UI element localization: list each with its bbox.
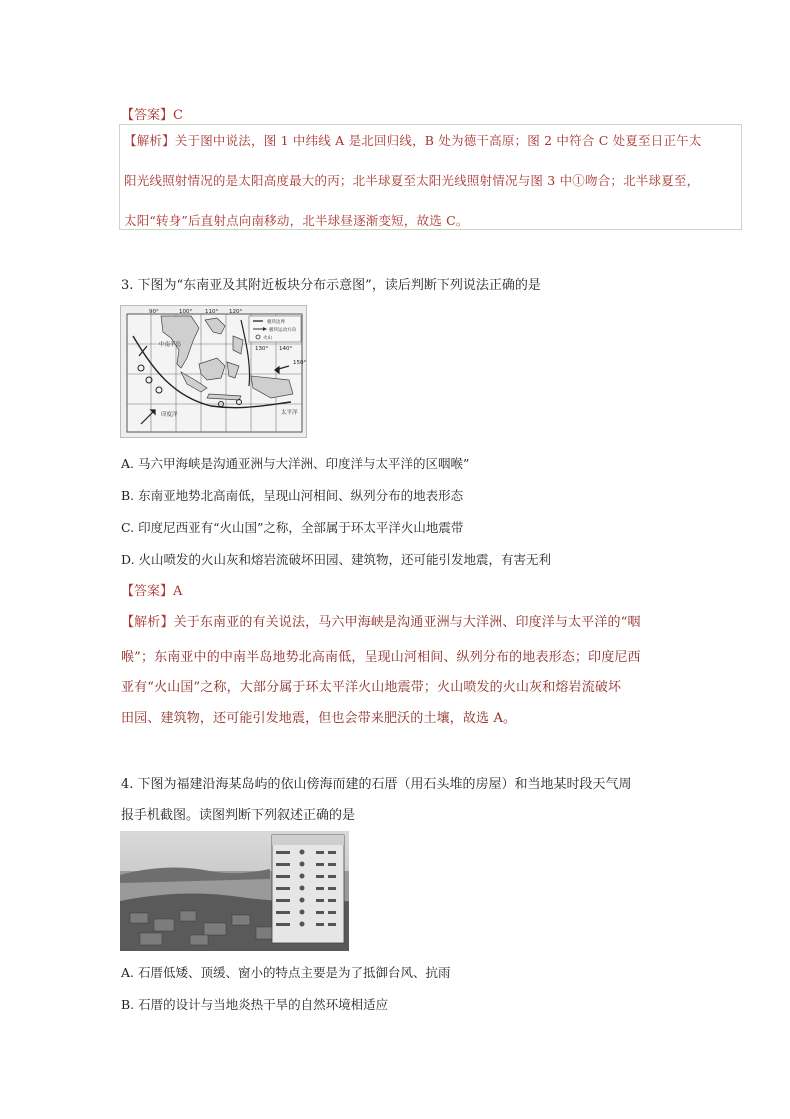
q3-option-a: A. 马六甲海峡是沟通亚洲与大洋洲、印度洋与太平洋的区咽喉” (121, 456, 470, 471)
southeast-asia-plate-map (120, 305, 307, 438)
q2-analysis-line-3: 太阳“转身”后直射点向南移动，北半球昼逐渐变短，故选 C。 (124, 213, 469, 228)
legend-label-0: 板块边界 (267, 320, 285, 325)
q3-stem: 3. 下图为“东南亚及其附近板块分布示意图”，读后判断下列说法正确的是 (121, 278, 541, 293)
q3-analysis-line-2: 喉”；东南亚中的中南半岛地势北高南低，呈现山河相间、纵列分布的地表形态；印度尼西 (121, 650, 641, 665)
q2-answer-label: 【答案】 (121, 108, 174, 123)
q3-analysis-line-3: 亚有“火山国”之称，大部分属于环太平洋火山地震带；火山喷发的火山灰和熔岩流破坏 (121, 680, 622, 695)
lon-label-3: 120° (229, 309, 243, 315)
stone-house-weather-photo (120, 831, 349, 951)
q2-analysis-box (119, 124, 742, 230)
q2-answer (121, 104, 183, 123)
lon-label-6: 150° (293, 360, 307, 366)
lon-label-2: 110° (205, 309, 219, 315)
legend-label-2: 火山 (263, 336, 272, 341)
q2-analysis-line-1: 【解析】关于图中说法，图 1 中纬线 A 是北回归线，B 处为德干高原；图 2 中符合 C 处夏至日正午太 (124, 133, 702, 148)
photo-svg (120, 831, 349, 951)
q4-option-a: A. 石厝低矮、顶缓、窗小的特点主要是为了抵御台风、抗雨 (121, 965, 451, 980)
q2-answer-value: C (173, 108, 183, 123)
map-svg (121, 306, 307, 438)
q2-analysis-line-2: 阳光线照射情况的是太阳高度最大的丙；北半球夏至太阳光线照射情况与图 3 中①吻合；北半球夏至， (124, 173, 700, 188)
lon-label-5: 140° (279, 346, 293, 352)
q4-stem-line-1: 4. 下图为福建沿海某岛屿的依山傍海而建的石厝（用石头堆的房屋）和当地某时段天气周 (121, 777, 632, 792)
lon-label-0: 90° (149, 309, 159, 315)
q3-analysis-line-4: 田园、建筑物，还可能引发地震，但也会带来肥沃的土壤，故选 A。 (121, 711, 517, 726)
q3-answer-label: 【答案】 (121, 584, 174, 599)
region-label-0: 中南半岛 (159, 342, 182, 348)
lon-label-1: 100° (179, 309, 193, 315)
lon-label-4: 130° (255, 346, 269, 352)
region-label-1: 印度洋 (161, 412, 178, 418)
region-label-2: 太平洋 (281, 410, 298, 416)
q3-option-c: C. 印度尼西亚有“火山国”之称，全部属于环太平洋火山地震带 (121, 520, 464, 535)
q4-option-b: B. 石厝的设计与当地炎热干旱的自然环境相适应 (121, 997, 389, 1012)
q3-analysis-tag: 【解析】 (121, 615, 174, 630)
q3-analysis-first: 关于东南亚的有关说法，马六甲海峡是沟通亚洲与大洋洲、印度洋与太平洋的“咽 (173, 615, 641, 630)
q3-answer-value: A (173, 584, 183, 599)
q3-answer (121, 580, 182, 599)
q3-option-d: D. 火山喷发的火山灰和熔岩流破坏田园、建筑物，还可能引发地震，有害无利 (121, 552, 552, 567)
legend-label-1: 板块运动方向 (269, 328, 296, 333)
q4-stem-line-2: 报手机截图。读图判断下列叙述正确的是 (121, 808, 356, 823)
q3-analysis-line-1 (121, 611, 641, 630)
q3-option-b: B. 东南亚地势北高南低，呈现山河相间、纵列分布的地表形态 (121, 488, 464, 503)
